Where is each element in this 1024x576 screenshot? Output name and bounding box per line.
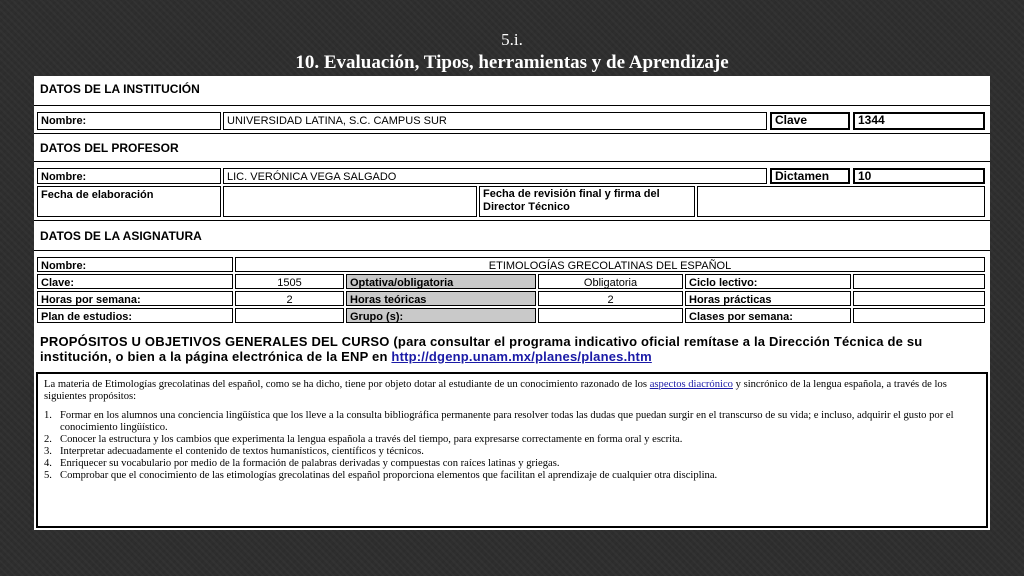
fecha-elaboracion-field[interactable] <box>223 186 477 217</box>
propositos-list <box>44 410 980 482</box>
section-institucion-heading: DATOS DE LA INSTITUCIÓN <box>40 82 200 96</box>
optativa-label: Optativa/obligatoria <box>346 274 536 289</box>
divider <box>34 220 990 221</box>
enp-link[interactable]: http://dgenp.unam.mx/planes/planes.htm <box>391 349 652 364</box>
inst-nombre-label: Nombre: <box>37 112 221 130</box>
clases-semana-field[interactable] <box>853 308 985 323</box>
propositos-heading-text: PROPÓSITOS U OBJETIVOS GENERALES DEL CURSO (para consultar el programa indicativo oficial remítase a la Dirección Técnica de su institución, o bien a la página electrónica de la ENP en <box>40 334 923 364</box>
asig-clave-field[interactable]: 1505 <box>235 274 344 289</box>
list-item <box>44 434 980 446</box>
list-item <box>44 410 980 434</box>
prof-dictamen-label: Dictamen <box>770 168 850 184</box>
list-text: Comprobar que el conocimiento de las etimologías grecolatinas del español proporciona elementos que facilitan el aprendizaje de cualquier otra disciplina. <box>60 470 718 481</box>
ciclo-lectivo-field[interactable] <box>853 274 985 289</box>
optativa-field[interactable]: Obligatoria <box>538 274 683 289</box>
clases-semana-label: Clases por semana: <box>685 308 851 323</box>
section-profesor-heading: DATOS DEL PROFESOR <box>40 141 179 155</box>
form-sheet <box>34 76 990 530</box>
list-number: 1. <box>44 410 52 421</box>
plan-estudios-field[interactable] <box>235 308 344 323</box>
list-item <box>44 470 980 482</box>
horas-semana-label: Horas por semana: <box>37 291 233 306</box>
list-text: Formar en los alumnos una conciencia lingüística que los lleve a la consulta bibliográfica permanente para resolver todas las dudas que puedan surgir en el transcurso de su vida; e incluso, adquirir el gusto por el conocimiento lingüístico. <box>60 410 954 433</box>
grupo-label: Grupo (s): <box>346 308 536 323</box>
asig-nombre-field[interactable]: ETIMOLOGÍAS GRECOLATINAS DEL ESPAÑOL <box>235 257 985 272</box>
divider <box>34 250 990 251</box>
prof-nombre-label: Nombre: <box>37 168 221 184</box>
list-text: Conocer la estructura y los cambios que experimenta la lengua española a través del tiempo, para expresarse correctamente en forma oral y escrita. <box>60 434 683 445</box>
grupo-field[interactable] <box>538 308 683 323</box>
list-text: Interpretar adecuadamente el contenido de textos humanísticos, científicos y técnicos. <box>60 446 424 457</box>
list-number: 4. <box>44 458 52 469</box>
inst-clave-field[interactable]: 1344 <box>853 112 985 130</box>
horas-semana-field[interactable]: 2 <box>235 291 344 306</box>
prof-dictamen-field[interactable]: 10 <box>853 168 985 184</box>
propositos-heading <box>40 334 990 364</box>
list-number: 3. <box>44 446 52 457</box>
slide-subtitle: 5.i. <box>501 30 523 49</box>
horas-teoricas-field[interactable]: 2 <box>538 291 683 306</box>
asig-nombre-label: Nombre: <box>37 257 233 272</box>
slide-title: 10. Evaluación, Tipos, herramientas y de Aprendizaje <box>295 52 729 73</box>
divider <box>34 105 990 106</box>
inst-nombre-field[interactable]: UNIVERSIDAD LATINA, S.C. CAMPUS SUR <box>223 112 767 130</box>
list-text: Enriquecer su vocabulario por medio de la formación de palabras derivadas y compuestas con raíces latinas y griegas. <box>60 458 560 469</box>
fecha-revision-label: Fecha de revisión final y firma del Director Técnico <box>479 186 695 217</box>
intro-text-b: y sincrónico de la lengua española, a través de los siguientes propósitos: <box>44 379 947 402</box>
horas-teoricas-label: Horas teóricas <box>346 291 536 306</box>
ciclo-lectivo-label: Ciclo lectivo: <box>685 274 851 289</box>
list-number: 5. <box>44 470 52 481</box>
list-item <box>44 446 980 458</box>
fecha-elaboracion-label: Fecha de elaboración <box>37 186 221 217</box>
asig-clave-label: Clave: <box>37 274 233 289</box>
prof-nombre-field[interactable]: LIC. VERÓNICA VEGA SALGADO <box>223 168 767 184</box>
intro-paragraph <box>44 379 980 403</box>
horas-practicas-label: Horas prácticas <box>685 291 851 306</box>
intro-link[interactable]: aspectos diacrónico <box>649 379 733 390</box>
horas-practicas-field[interactable] <box>853 291 985 306</box>
list-item <box>44 458 980 470</box>
divider <box>34 161 990 162</box>
fecha-revision-field[interactable] <box>697 186 985 217</box>
plan-estudios-label: Plan de estudios: <box>37 308 233 323</box>
divider <box>34 133 990 134</box>
inst-clave-label: Clave <box>770 112 850 130</box>
intro-text-a: La materia de Etimologías grecolatinas del español, como se ha dicho, tiene por objeto dotar al estudiante de un conocimiento razonado de los <box>44 379 648 390</box>
propositos-content <box>36 372 988 528</box>
section-asignatura-heading: DATOS DE LA ASIGNATURA <box>40 229 202 243</box>
list-number: 2. <box>44 434 52 445</box>
